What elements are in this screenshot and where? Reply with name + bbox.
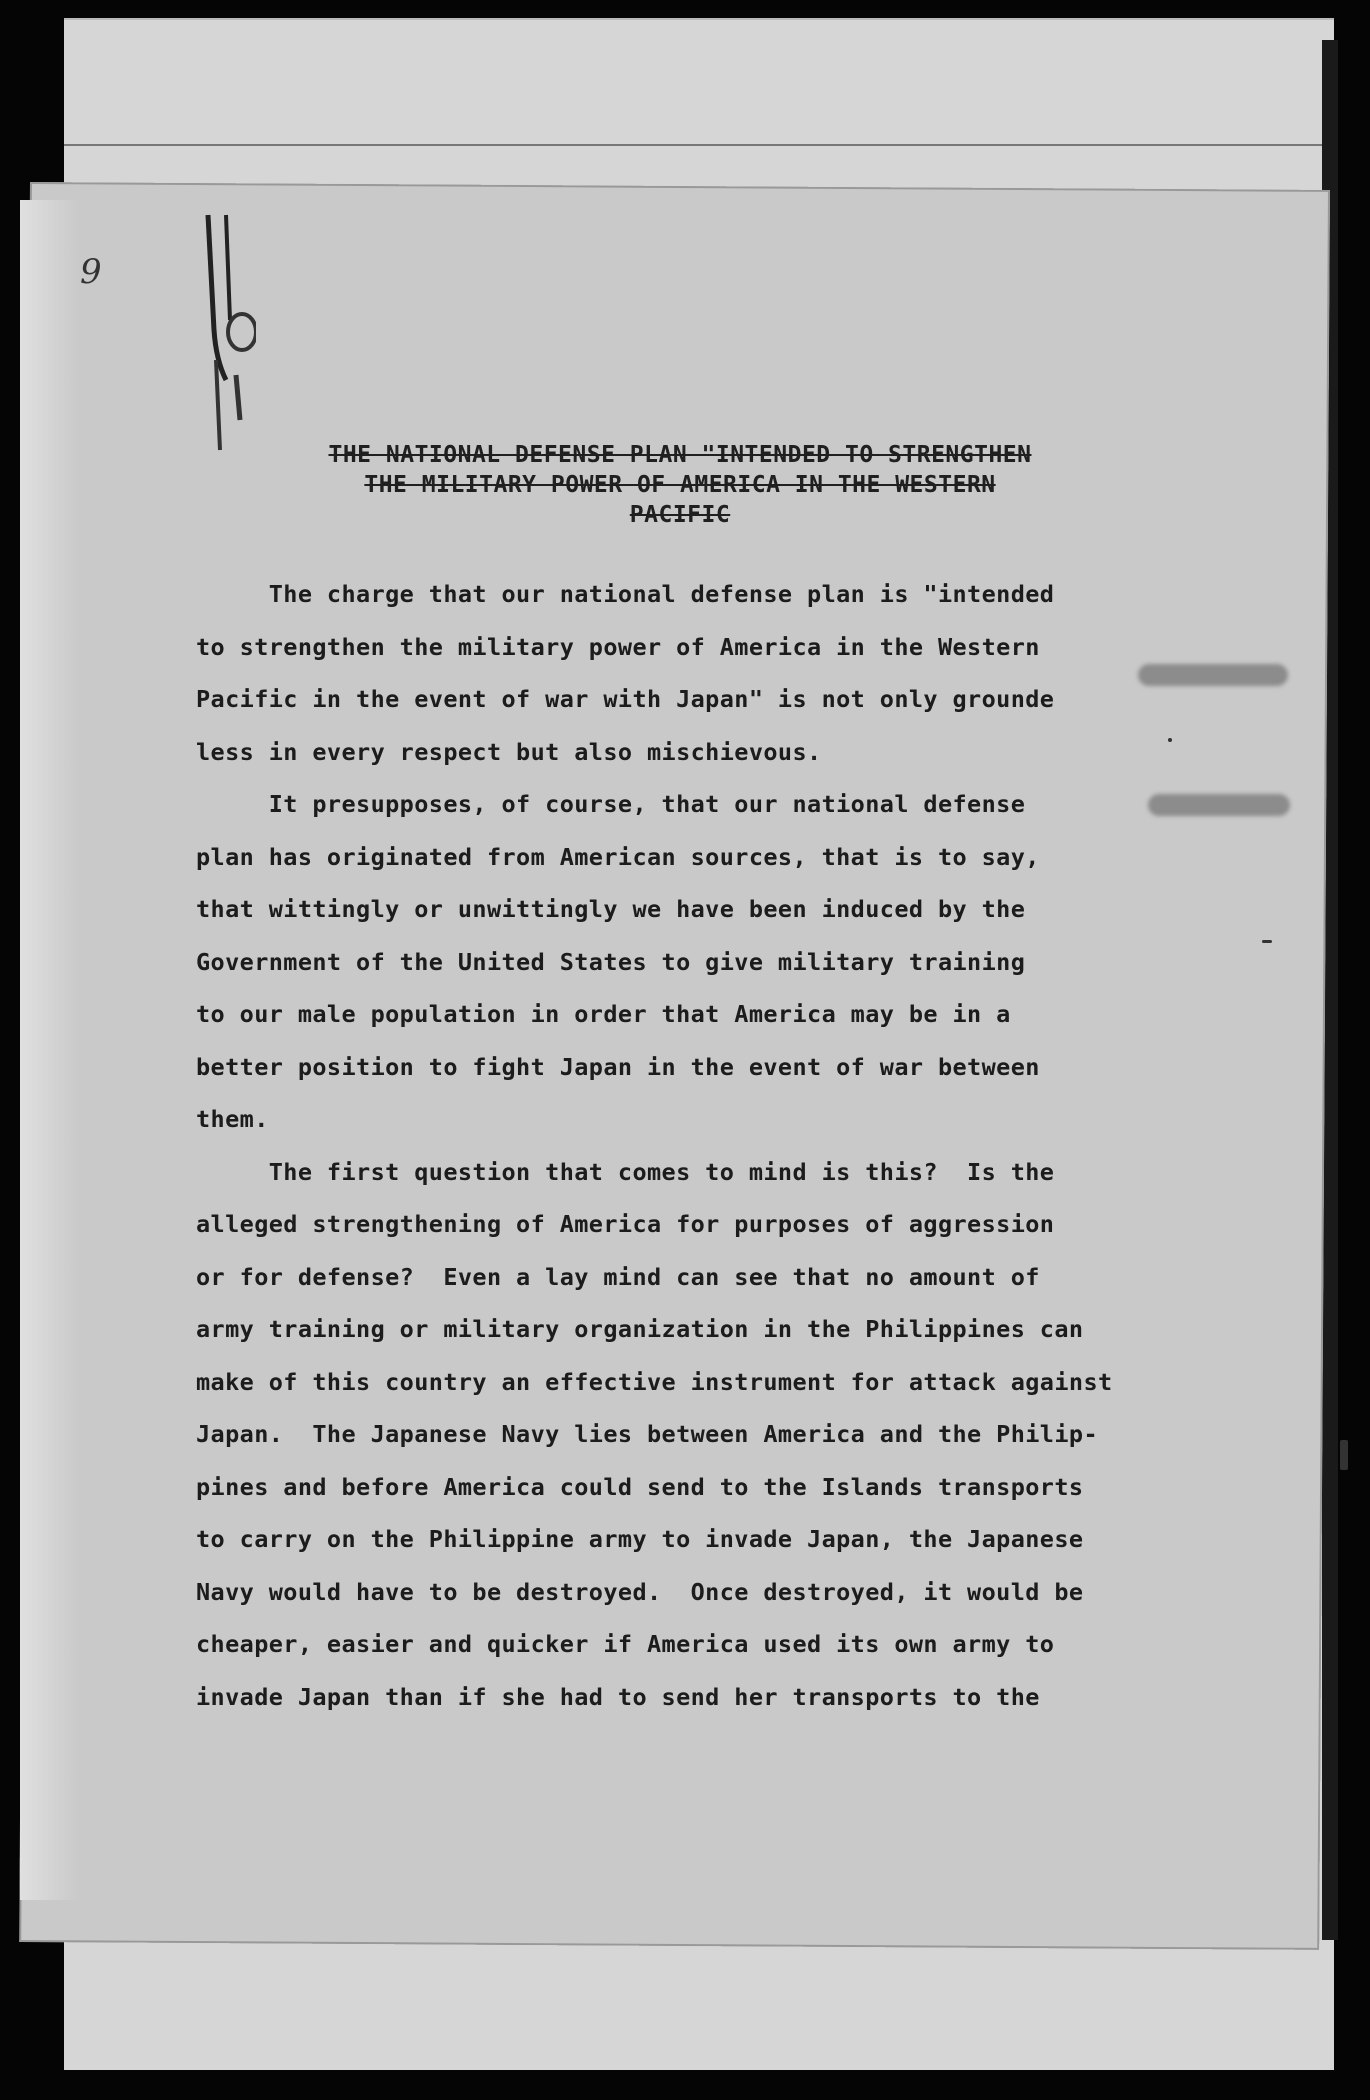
body-line: them. (196, 1105, 269, 1133)
body-line: alleged strengthening of America for purposes of aggression (196, 1210, 1055, 1238)
body-line: to strengthen the military power of America in the Western (196, 632, 1040, 661)
ink-speck (1168, 738, 1172, 742)
heading-line: PACIFIC (629, 502, 731, 528)
ink-smudge (1138, 664, 1288, 686)
body-line: make of this country an effective instrument for attack against (196, 1367, 1113, 1396)
body-line: Japan. The Japanese Navy lies between America and the Philip- (196, 1420, 1098, 1448)
body-line: pines and before America could send to the Islands transports (196, 1472, 1084, 1501)
document-heading (230, 440, 1130, 530)
document-body (196, 568, 1206, 1723)
body-line: Government of the United States to give military training (196, 947, 1026, 976)
body-line: that wittingly or unwittingly we have been induced by the (196, 895, 1026, 923)
page-number: 9 (80, 252, 102, 292)
page-left-edge (20, 200, 80, 1900)
body-line: Pacific in the event of war with Japan" is not only grounde (196, 685, 1055, 713)
heading-line: THE NATIONAL DEFENSE PLAN "INTENDED TO STRENGTHEN (328, 442, 1032, 468)
body-line: The charge that our national defense plan is "intended (196, 580, 1055, 608)
ink-speck (1340, 1440, 1348, 1470)
body-line: army training or military organization in the Philippines can (196, 1315, 1084, 1343)
fold-line (64, 144, 1334, 146)
ink-speck (1262, 940, 1272, 943)
body-line: invade Japan than if she had to send her transports to the (196, 1682, 1040, 1711)
body-line: or for defense? Even a lay mind can see that no amount of (196, 1262, 1040, 1291)
body-line: better position to fight Japan in the event of war between (196, 1052, 1040, 1081)
body-line: less in every respect but also mischievous. (196, 737, 822, 766)
body-line: to our male population in order that America may be in a (196, 1000, 1011, 1028)
body-line: plan has originated from American sources, that is to say, (196, 842, 1040, 871)
body-line: to carry on the Philippine army to invade Japan, the Japanese (196, 1525, 1084, 1553)
body-line: It presupposes, of course, that our national defense (196, 790, 1026, 818)
heading-line: THE MILITARY POWER OF AMERICA IN THE WESTERN (364, 472, 996, 498)
body-line: Navy would have to be destroyed. Once destroyed, it would be (196, 1577, 1084, 1606)
body-line: cheaper, easier and quicker if America used its own army to (196, 1630, 1055, 1658)
paper-clip-mark (196, 210, 256, 460)
ink-smudge (1148, 794, 1290, 816)
body-line: The first question that comes to mind is this? Is the (196, 1157, 1055, 1186)
